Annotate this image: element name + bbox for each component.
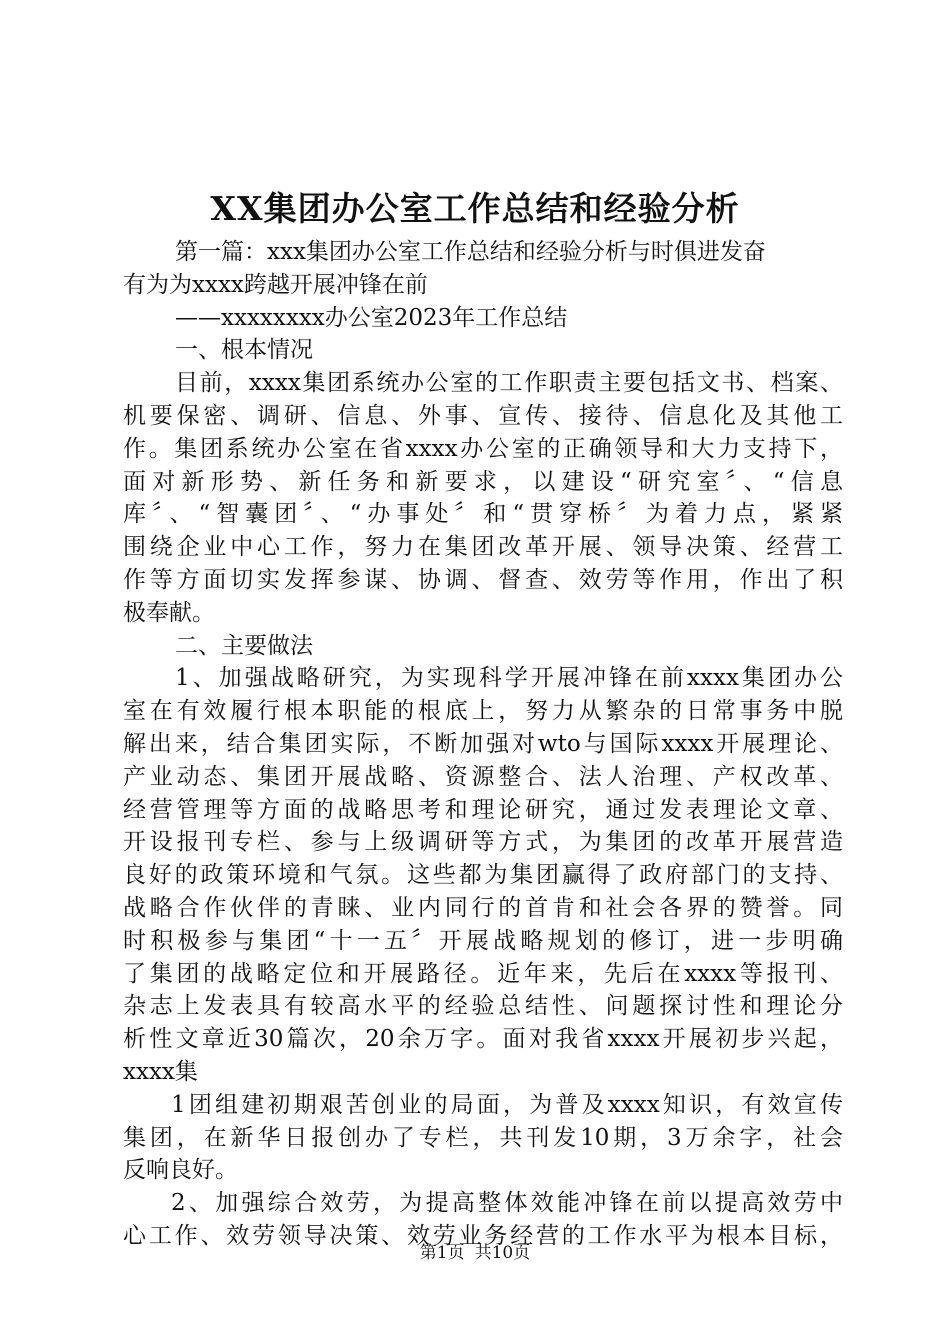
section-heading-1: 一、根本情况 bbox=[175, 337, 313, 364]
paragraph-4-line-1: 2、加强综合效劳，为提高整体效能冲锋在前以提高效劳中 bbox=[171, 1190, 843, 1217]
page-total: 共10页 bbox=[474, 1243, 531, 1263]
paragraph-2-line-6: 开设报刊专栏、参与上级调研等方式，为集团的改革开展营造 bbox=[123, 829, 843, 856]
paragraph-2-line-9: 时积极参与集团“十一五〞开展战略规划的修订，进一步明确 bbox=[123, 927, 843, 954]
section-heading-2: 二、主要做法 bbox=[175, 632, 313, 659]
page-number: 第1页 bbox=[419, 1243, 465, 1263]
document-body bbox=[123, 236, 843, 1253]
page-footer bbox=[0, 1238, 950, 1263]
subtitle-line: ——xxxxxxxx办公室2023年工作总结 bbox=[175, 304, 568, 331]
intro-line-2: 有为为xxxx跨越开展冲锋在前 bbox=[123, 271, 428, 298]
paragraph-2-line-13: xxxx集 bbox=[123, 1058, 198, 1085]
paragraph-1-line-2: 机要保密、调研、信息、外事、宣传、接待、信息化及其他工 bbox=[123, 402, 843, 429]
paragraph-2-line-5: 经营管理等方面的战略思考和理论研究，通过发表理论文章、 bbox=[123, 796, 843, 823]
paragraph-3-line-1: 1团组建初期艰苦创业的局面，为普及xxxx知识，有效宣传 bbox=[171, 1091, 843, 1118]
paragraph-1-line-3: 作。集团系统办公室在省xxxx办公室的正确领导和大力支持下， bbox=[123, 435, 843, 462]
paragraph-1-line-6: 围绕企业中心工作，努力在集团改革开展、领导决策、经营工 bbox=[123, 534, 843, 561]
paragraph-2-line-12: 析性文章近30篇次，20余万字。面对我省xxxx开展初步兴起， bbox=[123, 1026, 843, 1053]
paragraph-2-line-7: 良好的政策环境和气氛。这些都为集团赢得了政府部门的支持、 bbox=[123, 862, 843, 889]
intro-line-1: 第一篇：xxx集团办公室工作总结和经验分析与时俱进发奋 bbox=[175, 239, 766, 265]
paragraph-4-line-2: 心工作、效劳领导决策、效劳业务经营的工作水平为根本目标， bbox=[123, 1222, 843, 1249]
paragraph-2-line-2: 室在有效履行根本职能的根底上，努力从繁杂的日常事务中脱 bbox=[123, 698, 843, 725]
paragraph-2-line-11: 杂志上发表具有较高水平的经验总结性、问题探讨性和理论分 bbox=[123, 993, 843, 1020]
paragraph-1-line-1: 目前，xxxx集团系统办公室的工作职责主要包括文书、档案、 bbox=[175, 370, 843, 397]
paragraph-2-line-10: 了集团的战略定位和开展路径。近年来，先后在xxxx等报刊、 bbox=[123, 960, 843, 987]
paragraph-2-line-8: 战略合作伙伴的青睐、业内同行的首肯和社会各界的赞誉。同 bbox=[123, 894, 843, 921]
paragraph-1-line-7: 作等方面切实发挥参谋、协调、督查、效劳等作用，作出了积 bbox=[123, 566, 843, 593]
paragraph-1-line-5: 库〞、“智囊团〞、“办事处〞和“贯穿桥〞为着力点，紧紧 bbox=[123, 501, 843, 528]
paragraph-3-line-3: 反响良好。 bbox=[123, 1157, 238, 1184]
document-title: XX集团办公室工作总结和经验分析 bbox=[210, 189, 740, 228]
paragraph-3-line-2: 集团，在新华日报创办了专栏，共刊发10期，3万余字，社会 bbox=[123, 1124, 843, 1151]
paragraph-2-line-3: 解出来，结合集团实际，不断加强对wto与国际xxxx开展理论、 bbox=[123, 730, 843, 757]
paragraph-2-line-4: 产业动态、集团开展战略、资源整合、法人治理、产权改革、 bbox=[123, 763, 843, 790]
paragraph-1-line-8: 极奉献。 bbox=[123, 599, 215, 626]
paragraph-1-line-4: 面对新形势、新任务和新要求，以建设“研究室〞、“信息 bbox=[123, 468, 843, 495]
paragraph-2-line-1: 1、加强战略研究，为实现科学开展冲锋在前xxxx集团办公 bbox=[175, 665, 843, 692]
